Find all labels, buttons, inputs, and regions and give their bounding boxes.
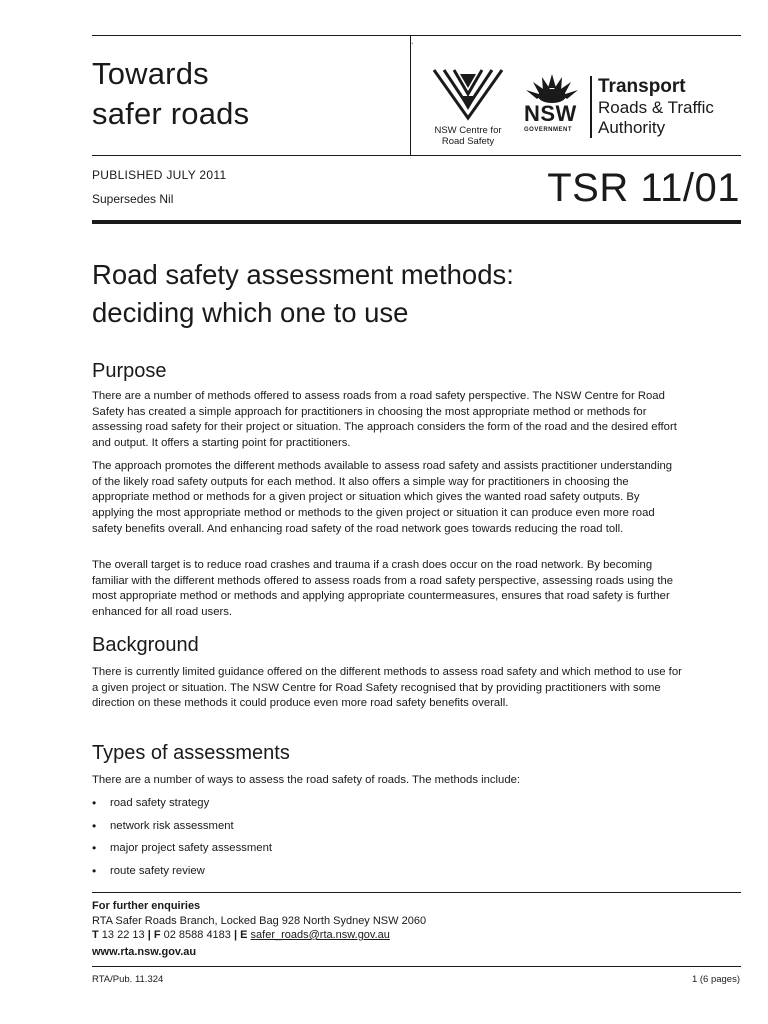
purpose-paragraph-1: There are a number of methods offered to assess roads from a road safety perspective. The NSW Centre for Road Safety has created a simple approach for practitioners in choosing the most appropriate method or methods for assessing road safety for their project or situation. The approach considers the form of the road and the desired effort and output. It offers a starting point for practitioners.	[92, 390, 677, 450]
contact-separator: |	[233, 929, 238, 941]
rta-nsw-wordmark: NSW	[524, 101, 577, 126]
list-item: • major project safety assessment	[92, 841, 272, 864]
top-rule	[92, 35, 741, 36]
document-title	[92, 256, 732, 332]
footer-bottom-rule	[92, 966, 741, 967]
section-heading-types-of-assessments: Types of assessments	[92, 742, 290, 764]
supersedes-note: Supersedes Nil	[92, 192, 174, 206]
document-title-line-2: deciding which one to use	[92, 297, 409, 328]
enquiries-heading: For further enquiries	[92, 900, 201, 912]
section-heading-purpose: Purpose	[92, 360, 167, 382]
code-underline-rule	[92, 220, 741, 224]
document-code: TSR 11/01	[547, 166, 740, 210]
enquiries-contact-line	[92, 929, 390, 941]
purpose-paragraph-2: The approach promotes the different methods available to assess road safety and assists practitioner understanding of the likely road safety outputs for each method. It also offers a simple way for practitioners in choosing the appropriate method or methods for a given project or situation which gives the wanted road safety outputs. By applying the most appropriate method or methods to the given project or situation it can produce even more road safety benefits overall. And enhancing road safety of the road network goes towards reducing the road toll.	[92, 460, 673, 535]
list-item: • route safety review	[92, 864, 272, 887]
fax-number: 02 8588 4183	[163, 929, 231, 941]
rta-logo-text	[598, 76, 758, 138]
section-heading-background: Background	[92, 634, 199, 656]
published-date: PUBLISHED JULY 2011	[92, 168, 227, 182]
email-link[interactable]: safer_roads@rta.nsw.gov.au	[250, 929, 390, 941]
series-title-line-2: safer roads	[92, 96, 250, 131]
crs-emblem-icon	[430, 66, 506, 122]
rta-roads-traffic-label: Roads & Traffic	[598, 98, 714, 117]
header-divider-vertical	[410, 35, 411, 155]
website-link[interactable]: www.rta.nsw.gov.au	[92, 946, 197, 958]
crs-caption-line-2: Road Safety	[441, 136, 495, 147]
series-title-line-1: Towards	[92, 56, 209, 91]
list-item: • road safety strategy	[92, 796, 272, 819]
phone-label: T	[92, 929, 99, 941]
rta-logo-separator	[590, 76, 592, 138]
crs-caption-line-1: NSW Centre for	[434, 125, 502, 136]
series-title	[92, 54, 392, 134]
contact-separator: |	[147, 929, 151, 941]
purpose-paragraph-3: The overall target is to reduce road crashes and trauma if a crash does occur on the road network. By becoming familiar with the different methods offered to assess roads from a road safety perspective, assessing roads using the most appropriate method or methods and applying appropriate countermeasures, ensures that road safety is further enhanced for all road users.	[92, 559, 674, 619]
waratah-icon	[522, 72, 582, 104]
phone-number: 13 22 13	[101, 929, 145, 941]
footer-top-rule	[92, 892, 741, 893]
rta-transport-label: Transport	[598, 76, 686, 97]
publication-reference: RTA/Pub. 11.324	[92, 974, 164, 985]
list-item: • network risk assessment	[92, 819, 272, 842]
enquiries-address: RTA Safer Roads Branch, Locked Bag 928 North Sydney NSW 2060	[92, 915, 427, 927]
assessment-methods-list	[92, 796, 272, 886]
stray-tick-mark: `	[411, 42, 414, 51]
rta-government-wordmark: GOVERNMENT	[524, 127, 573, 133]
email-label: E	[240, 929, 248, 941]
document-title-line-1: Road safety assessment methods:	[92, 259, 514, 290]
header-bottom-rule	[92, 155, 741, 156]
rta-authority-label: Authority	[598, 118, 666, 137]
types-intro-paragraph: There are a number of ways to assess the road safety of roads. The methods include:	[92, 774, 521, 786]
crs-logo	[428, 66, 528, 147]
page-count: 1 (6 pages)	[691, 974, 740, 985]
background-paragraph-1: There is currently limited guidance offered on the different methods to assess road safety and which method to use for a given project or situation. The NSW Centre for Road Safety recognised that by providing practitioners with some direction on these methods it could produce even more road safety benefits overall.	[92, 666, 682, 710]
fax-label: F	[153, 929, 161, 941]
